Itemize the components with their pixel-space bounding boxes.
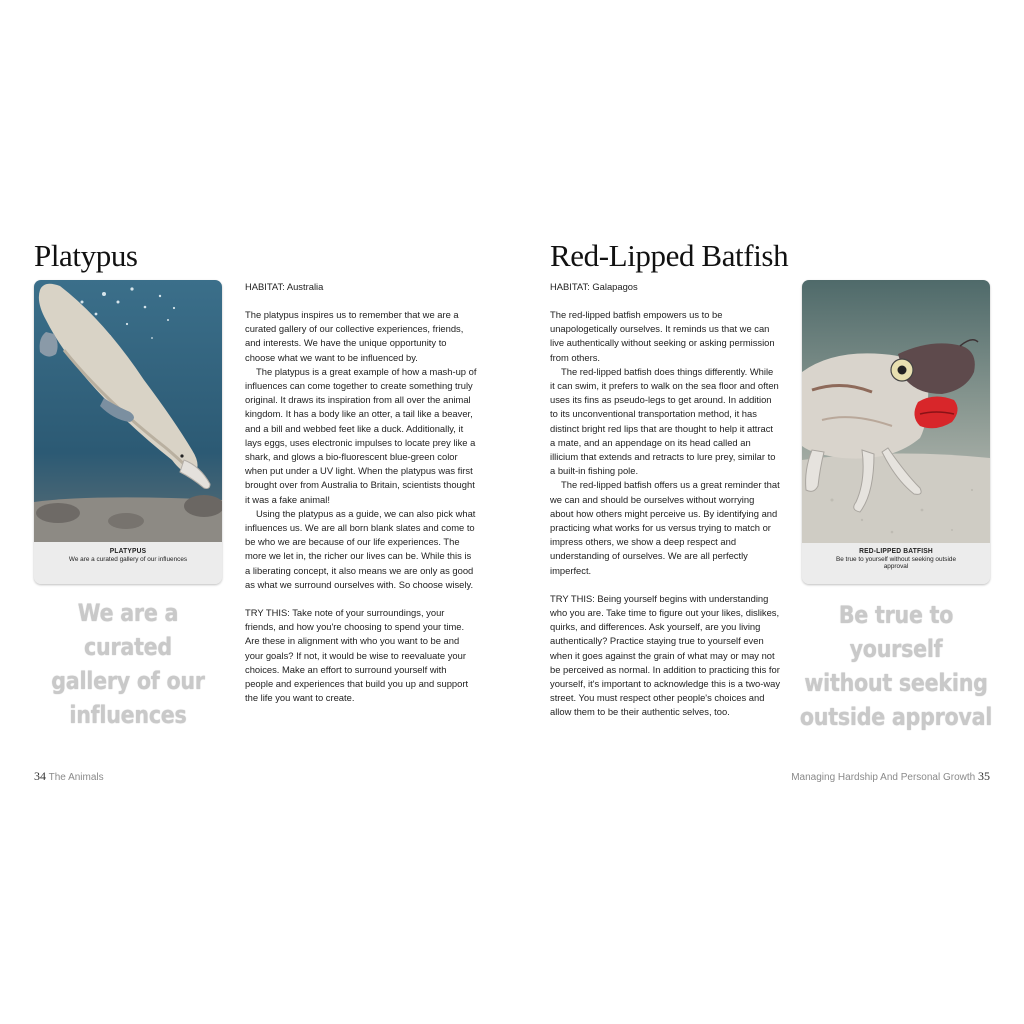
paragraph: The red-lipped batfish empowers us to be unapologetically ourselves. It reminds us that we can live authentically without seeking or asking permission from others. — [550, 309, 775, 363]
left-page-title: Platypus — [34, 238, 138, 273]
right-page-title: Red-Lipped Batfish — [550, 238, 789, 273]
platypus-body-text — [245, 308, 477, 705]
batfish-card — [802, 280, 990, 584]
paragraph: The red-lipped batfish offers us a great reminder that we can and should be ourselves without worrying about how others might perceive us. By identifying and practicing what works for us versus trying to match or impress others, we show a deep respect and understanding of ourselves. We are all perfectly imperfect. — [550, 479, 780, 576]
quote-line: gallery of our — [51, 667, 205, 695]
page-number: 35 — [978, 769, 990, 783]
habitat-label: HABITAT: Galapagos — [550, 281, 638, 292]
paragraph: The platypus inspires us to remember that we are a curated gallery of our collective experiences, friends, and interests. We have the unique opportunity to choose what we want to be influenced by. — [245, 309, 464, 363]
batfish-body-text — [550, 308, 780, 720]
batfish-pull-quote — [789, 598, 1002, 734]
quote-line: We are a curated — [77, 599, 179, 661]
quote-line: Be true to yourself — [838, 601, 954, 663]
try-this-paragraph: TRY THIS: Take note of your surroundings, your friends, and how you're choosing to spend your time. Are these in alignment with who you want to be and your goals? If not, it would be wise to reevaluate your choices. Make an effort to surround yourself with people and experiences that build you up and support the life you want to create. — [245, 607, 469, 704]
quote-line: outside approval — [799, 703, 993, 731]
try-this-paragraph: TRY THIS: Being yourself begins with understanding who you are. Take time to figure out your likes, dislikes, quirks, and differences. Ask yourself, are you living authentically? Practice staying true to yourself even when it goes against the grain of what may or may not be perceived as normal. In addition to practicing this for yourself, it's important to acknowledge this is a two-way street. You must respect other people's choices and allow them to be their authentic selves, too. — [550, 592, 781, 718]
right-folio — [791, 769, 990, 784]
platypus-pull-quote — [35, 596, 221, 732]
card-title: PLATYPUS — [109, 546, 147, 555]
quote-line: without seeking — [804, 669, 988, 697]
page-number: 34 — [34, 769, 46, 783]
platypus-illustration-icon — [34, 280, 222, 546]
section-label: The Animals — [48, 772, 104, 783]
section-label: Managing Hardship And Personal Growth — [791, 772, 976, 783]
red-lipped-batfish-illustration-icon — [802, 280, 990, 546]
batfish-card-caption — [802, 543, 990, 584]
paragraph: The red-lipped batfish does things differently. While it can swim, it prefers to walk on the sea floor and often uses its fins as pseudo-legs to get around. In addition to its unconventional transportation method, it has distinct bright red lips that are thought to help it attract a mate, and an appendage on its head called an illicium that extends and retracts to lure prey, similar to a built-in fishing pole. — [550, 365, 779, 477]
quote-line: influences — [69, 701, 187, 729]
card-title: RED-LIPPED BATFISH — [859, 546, 933, 555]
habitat-label: HABITAT: Australia — [245, 281, 324, 292]
card-motto: Be true to yourself without seeking outside approval — [835, 556, 957, 571]
platypus-card-caption — [34, 542, 222, 584]
paragraph: Using the platypus as a guide, we can also pick what influences us. We are all born blank slates and come to be who we are because of our life experiences. The more we let in, the richer our lives can be. While this is a liberating concept, it also means we are only as good as what we surround ourselves with. So choose wisely. — [245, 507, 476, 590]
left-folio — [34, 769, 104, 784]
platypus-card — [34, 280, 222, 584]
card-motto: We are a curated gallery of our influences — [68, 556, 188, 563]
paragraph: The platypus is a great example of how a mash-up of influences can come together to create something truly original. It draws its inspiration from all over the animal kingdom. It has a body like an otter, a tail like a beaver, and a bill and webbed feet like a duck. Additionally, it lays eggs, uses electronic impulses to locate prey like a shark, and glows a bio-fluorescent blue-green color when put under a UV light. When the platypus was first brought over from Australia to Britain, scientists thought it was a fake animal! — [245, 365, 477, 505]
